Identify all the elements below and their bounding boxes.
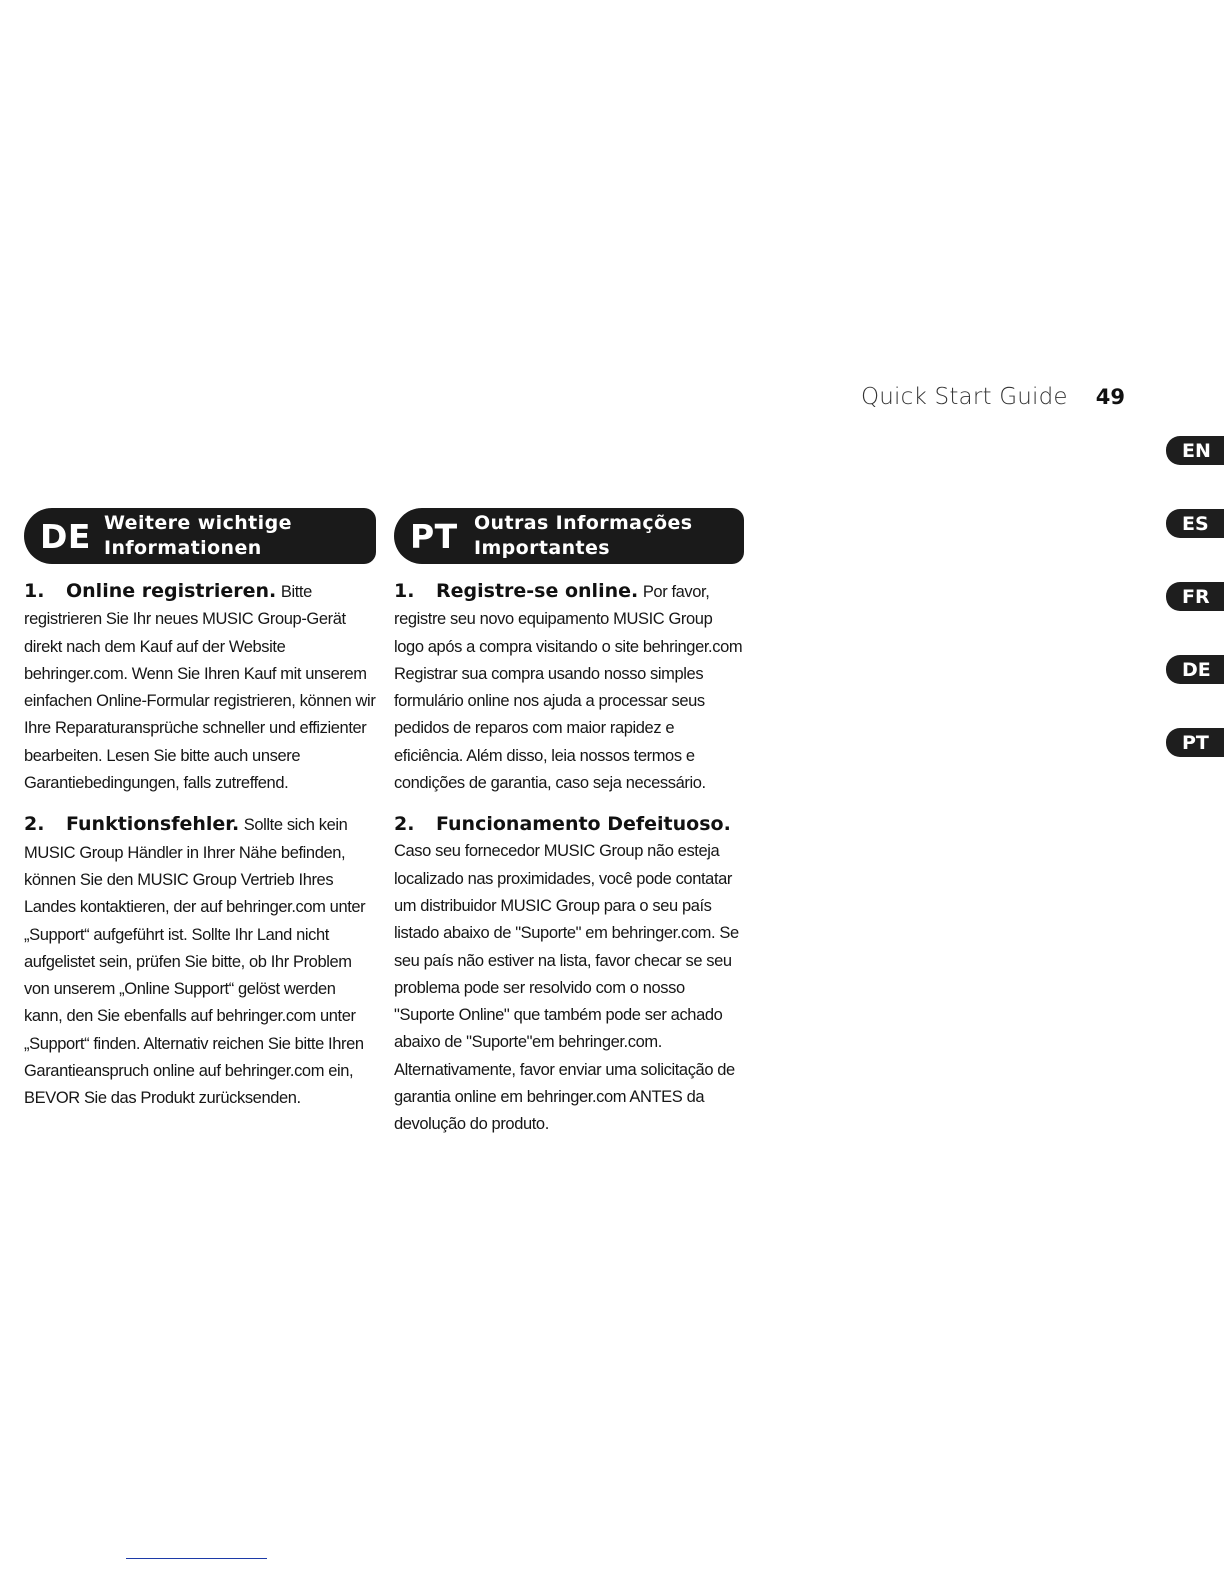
- section-heading-text: Funktionsfehler.: [66, 813, 240, 836]
- banner-title: [104, 511, 292, 561]
- section-text: Caso seu fornecedor MUSIC Group não esteja localizado nas proximidades, você pode contatar um distribuidor MUSIC Group para o seu país listado abaixo de "Suporte" em behringer.com. Se seu país não estiver na lista, favor checar se seu problema pode ser resolvido com o nosso "Suporte Online" que também pode ser achado abaixo de "Suporte"em behringer.com. Alternativamente, favor enviar uma solicitação de garantia online em behringer.com ANTES da devolução do produto.: [394, 842, 739, 1134]
- section-text: Sollte sich kein MUSIC Group Händler in Ihrer Nähe befinden, können Sie den MUSIC Group Vertrieb Ihres Landes kontaktieren, der auf behringer.com unter „Support“ aufgeführt ist. Sollte Ihr Land nicht aufgelistet sein, prüfen Sie bitte, ob Ihr Problem von unserem „Online Support“ gelöst werden kann, den Sie ebenfalls auf behringer.com unter „Support“ finden. Alternativ reichen Sie bitte Ihren Garantieanspruch online auf behringer.com ein, BEVOR Sie das Produkt zurücksenden.: [24, 816, 366, 1108]
- section-heading-text: Funcionamento Defeituoso.: [436, 813, 731, 836]
- section-heading: [394, 811, 744, 838]
- column-de: [24, 508, 376, 1127]
- banner-title-line2: Informationen: [104, 537, 262, 559]
- section-funktionsfehler: [24, 811, 376, 1112]
- section-heading: [394, 580, 638, 602]
- section-heading: [24, 580, 276, 602]
- section-heading: [24, 813, 239, 835]
- banner-language-code: DE: [40, 516, 91, 556]
- column-pt: [394, 508, 744, 1153]
- section-number: 1.: [24, 580, 45, 602]
- section-text: Bitte registrieren Sie Ihr neues MUSIC Group-Gerät direkt nach dem Kauf auf der Website behringer.com. Wenn Sie Ihren Kauf mit unserem einfachen Online-Formular registrieren, können wir Ihre Reparaturansprüche schneller und effizienter bearbeiten. Lesen Sie bitte auch unsere Garantiebedingungen, falls zutreffend.: [24, 583, 376, 793]
- page-header: [861, 384, 1125, 410]
- section-funcionamento-defeituoso: [394, 811, 744, 1138]
- section-online-registrieren: [24, 578, 376, 797]
- lang-tab-pt[interactable]: PT: [1166, 728, 1224, 757]
- section-banner-de: [24, 508, 376, 564]
- footer-rule: [126, 1558, 267, 1559]
- banner-title: [474, 511, 693, 561]
- section-banner-pt: [394, 508, 744, 564]
- language-tabs: [1166, 436, 1224, 757]
- banner-title-line2: Importantes: [474, 537, 610, 559]
- section-number: 1.: [394, 580, 415, 602]
- page-number: 49: [1095, 385, 1125, 409]
- lang-tab-fr[interactable]: FR: [1166, 582, 1224, 611]
- section-number: 2.: [394, 813, 415, 836]
- lang-tab-en[interactable]: EN: [1166, 436, 1224, 465]
- banner-title-line1: Weitere wichtige: [104, 512, 292, 534]
- section-heading-text: Registre-se online.: [436, 580, 639, 602]
- banner-language-code: PT: [410, 516, 458, 556]
- section-registre-se-online: [394, 578, 744, 797]
- guide-title: Quick Start Guide: [860, 384, 1068, 410]
- banner-title-line1: Outras Informações: [474, 512, 693, 534]
- lang-tab-es[interactable]: ES: [1166, 509, 1224, 538]
- section-number: 2.: [24, 813, 45, 836]
- section-text: Por favor, registre seu novo equipamento MUSIC Group logo após a compra visitando o site behringer.com Registrar sua compra usando nosso simples formulário online nos ajuda a processar seus pedidos de reparos com maior rapidez e eficiência. Além disso, leia nossos termos e condições de garantia, caso seja necessário.: [394, 583, 743, 793]
- section-heading-text: Online registrieren.: [66, 580, 277, 602]
- lang-tab-de[interactable]: DE: [1166, 655, 1224, 684]
